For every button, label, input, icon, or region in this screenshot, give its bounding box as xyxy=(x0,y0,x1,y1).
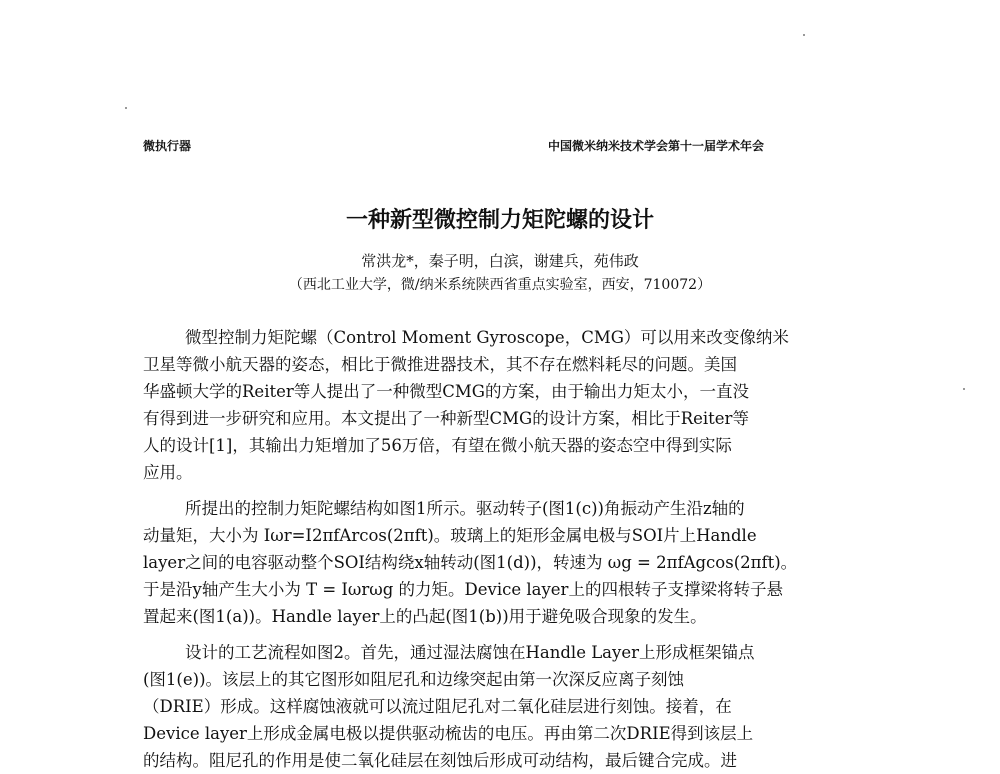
paragraph-2 xyxy=(143,495,859,630)
text-line: 人的设计[1]，其输出力矩增加了56万倍，有望在微小航天器的姿态空中得到实际 xyxy=(143,436,732,455)
text-line: layer之间的电容驱动整个SOI结构绕x轴转动(图1(d))，转速为 ωg = 2πfAgcos(2πft)。 xyxy=(143,553,798,572)
text-line: 设计的工艺流程如图2。首先，通过湿法腐蚀在Handle Layer上形成框架锚点 xyxy=(185,643,755,662)
text-line: 动量矩，大小为 Iωr=I2πfArcos(2πft)。玻璃上的矩形金属电极与SOI片上Handle xyxy=(143,526,757,545)
scan-speck-1 xyxy=(803,34,805,36)
paper-authors: 常洪龙*，秦子明，白滨，谢建兵，苑伟政 xyxy=(361,252,639,270)
text-line: 卫星等微小航天器的姿态，相比于微推进器技术，其不存在燃料耗尽的问题。美国 xyxy=(143,355,737,374)
text-line: 华盛顿大学的Reiter等人提出了一种微型CMG的方案，由于输出力矩太小，一直没 xyxy=(143,382,749,401)
text-line: 于是沿y轴产生大小为 T = Iωrωg 的力矩。Device layer上的四根转子支撑梁将转子悬 xyxy=(143,580,783,599)
paper-affiliation: （西北工业大学，微/纳米系统陕西省重点实验室，西安，710072） xyxy=(288,277,712,293)
paper-title: 一种新型微控制力矩陀螺的设计 xyxy=(345,208,654,233)
text-line: Device layer上形成金属电极以提供驱动梳齿的电压。再由第二次DRIE得到该层上 xyxy=(143,724,754,743)
text-line: 应用。 xyxy=(143,463,193,482)
running-header-conference: 中国微米纳米技术学会第十一届学术年会 xyxy=(548,139,765,153)
scan-speck-2 xyxy=(125,107,127,109)
paragraph-1 xyxy=(143,324,859,486)
text-line: 所提出的控制力矩陀螺结构如图1所示。驱动转子(图1(c))角振动产生沿z轴的 xyxy=(185,499,745,518)
text-line: 微型控制力矩陀螺（Control Moment Gyroscope，CMG）可以用来改变像纳米 xyxy=(185,328,789,347)
body-text xyxy=(143,324,859,774)
scan-speck-3 xyxy=(963,388,965,390)
text-line: 置起来(图1(a))。Handle layer上的凸起(图1(b))用于避免吸合现象的发生。 xyxy=(143,607,707,626)
text-line: 的结构。阻尼孔的作用是使二氧化硅层在刻蚀后形成可动结构，最后键合完成。进 xyxy=(143,751,737,770)
text-line: (图1(e))。该层上的其它图形如阻尼孔和边缘突起由第一次深反应离子刻蚀 xyxy=(143,670,685,689)
text-line: （DRIE）形成。这样腐蚀液就可以流过阻尼孔对二氧化硅层进行刻蚀。接着，在 xyxy=(143,697,732,716)
running-header-section: 微执行器 xyxy=(143,139,192,153)
text-line: 有得到进一步研究和应用。本文提出了一种新型CMG的设计方案，相比于Reiter等 xyxy=(143,409,749,428)
paragraph-3 xyxy=(143,639,859,774)
